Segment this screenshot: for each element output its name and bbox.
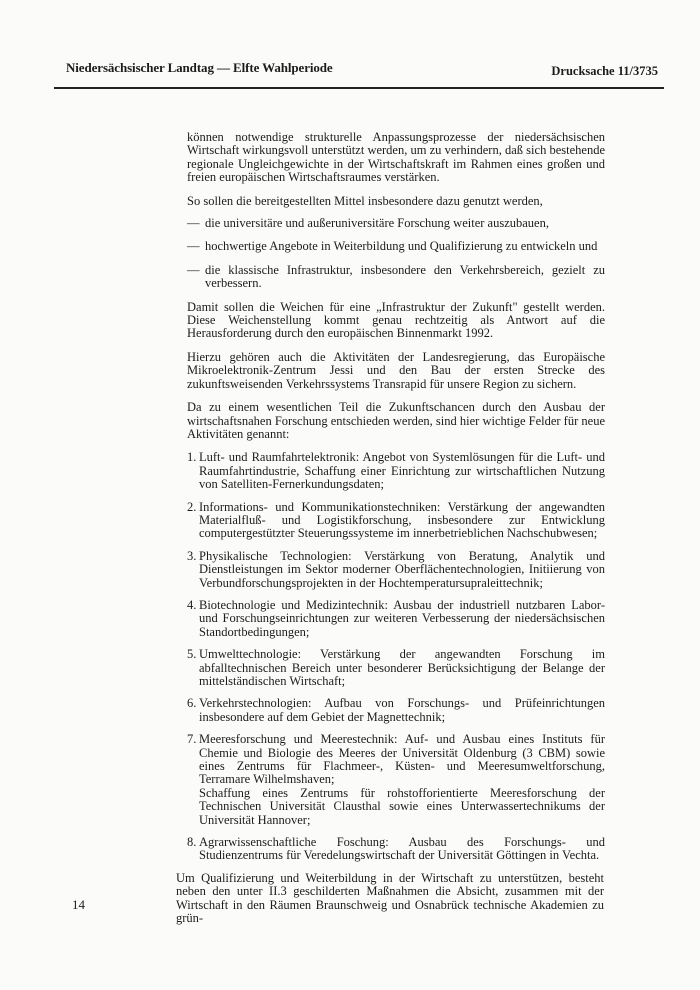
list-number: 3. bbox=[187, 548, 197, 563]
list-item-text: Biotechnologie und Medizintechnik: Ausbau der industriell nutzbaren Labor- und Forschungseinrichtungen zur weiteren Verbesserung der niedersächsischen Standortbedingungen; bbox=[199, 597, 605, 639]
list-item-text: Umwelttechnologie: Verstärkung der angewandten Forschung im abfalltechnischen Bereich unter besonderer Berücksichtigung der Belange der mittelständischen Wirtschaft; bbox=[199, 647, 605, 688]
document-number: Drucksache 11/3735 bbox=[551, 64, 658, 78]
list-number: 7. bbox=[187, 732, 197, 747]
dash-item-text: hochwertige Angebote in Weiterbildung und Qualifizierung zu entwickeln und bbox=[205, 239, 598, 254]
paragraph-1: können notwendige strukturelle Anpassungsprozesse der niedersächsischen Wirtschaft wirkungsvoll unterstützt werden, um zu verhindern, daß sich bestehende regionale Ungleichgewichte in der Wirtschaftskraft im Rahmen eines großen und freien europäischen Wirtschaftsraumes verstärken. bbox=[187, 130, 605, 185]
list-item bbox=[187, 648, 605, 688]
list-number: 8. bbox=[187, 835, 197, 850]
paragraph-2: So sollen die bereitgestellten Mittel insbesondere dazu genutzt werden, bbox=[187, 193, 543, 208]
list-item-text: Agrarwissenschaftliche Foschung: Ausbau des Forschungs- und Studienzentrums für Veredelungswirtschaft der Universität Göttingen in Vechta. bbox=[199, 835, 605, 863]
list-number: 2. bbox=[187, 499, 197, 514]
dash-bullet: — bbox=[187, 216, 200, 231]
list-item-text: Verkehrstechnologien: Aufbau von Forschungs- und Prüfeinrichtungen insbesondere auf dem Gebiet der Magnettechnik; bbox=[199, 696, 605, 724]
header-rule bbox=[54, 87, 664, 89]
list-item-text: Informations- und Kommunikationstechniken: Verstärkung der angewandten Materialfluß- und Logistikforschung, insbesondere zur Entwicklung computergestützter Steuerungssysteme im innerbetrieblichen Nachschubwesen; bbox=[199, 499, 605, 541]
paragraph-5: Da zu einem wesentlichen Teil die Zukunftschancen durch den Ausbau der wirtschaftsnahen Forschung entschieden werden, sind hier wichtige Felder für neue Aktivitäten genannt: bbox=[187, 400, 605, 441]
dash-bullet: — bbox=[187, 239, 200, 254]
list-item bbox=[187, 733, 605, 827]
list-item bbox=[187, 550, 605, 590]
list-item bbox=[187, 451, 605, 491]
list-number: 4. bbox=[187, 597, 197, 612]
list-item-text bbox=[199, 733, 605, 827]
list-item-text-part: Meeresforschung und Meerestechnik: Auf- und Ausbau eines Instituts für Chemie und Biologie des Meeres der Universität Oldenburg (3 CBM) sowie eines Zentrums für Flachmeer-, Küsten- und Meeresumweltforschung, Terramare Wilhelmshaven; bbox=[199, 732, 605, 787]
page-header bbox=[66, 60, 658, 82]
list-item bbox=[187, 501, 605, 541]
list-item bbox=[187, 697, 605, 724]
page-number: 14 bbox=[72, 897, 85, 912]
dash-bullet: — bbox=[187, 262, 200, 277]
header-title: Niedersächsischer Landtag — Elfte Wahlperiode bbox=[66, 60, 333, 75]
dash-item-text: die universitäre und außeruniversitäre Forschung weiter auszubauen, bbox=[205, 216, 549, 231]
list-number: 5. bbox=[187, 647, 197, 662]
paragraph-6: Um Qualifizierung und Weiterbildung in der Wirtschaft zu unterstützen, besteht neben den unter II.3 geschilderten Maßnahmen die Absicht, zusammen mit der Wirtschaft in den Räumen Braunschweig und Osnabrück technische Akademien zu grün- bbox=[176, 870, 604, 926]
list-item-text: Luft- und Raumfahrtelektronik: Angebot von Systemlösungen für die Luft- und Raumfahrtindustrie, Schaffung einer Einrichtung zur wirtschaftlichen Nutzung von Satelliten-Fernerkundungsdaten; bbox=[199, 450, 605, 492]
body-text bbox=[176, 130, 605, 936]
paragraph-4: Hierzu gehören auch die Aktivitäten der Landesregierung, das Europäische Mikroelektronik-Zentrum Jessi und den Bau der ersten Strecke des zukunftsweisenden Verkehrssystems Transrapid für unsere Region zu sichern. bbox=[187, 349, 605, 391]
list-item bbox=[187, 836, 605, 863]
dash-list-item bbox=[187, 217, 605, 230]
list-item-text: Physikalische Technologien: Verstärkung von Beratung, Analytik und Dienstleistungen im Sektor moderner Oberflächentechnologien, Initiierung von Verbundforschungsprojekten in der Hochtemperatursupraleittechnik; bbox=[199, 548, 605, 590]
dash-list-item bbox=[187, 264, 605, 291]
dash-list bbox=[187, 217, 605, 291]
list-number: 6. bbox=[187, 696, 197, 711]
paragraph-3: Damit sollen die Weichen für eine „Infrastruktur der Zukunft" gestellt werden. Diese Weichenstellung kommt genau rechtzeitig als Antwort auf die Herausforderung durch den europäischen Binnenmarkt 1992. bbox=[187, 299, 605, 341]
list-number: 1. bbox=[187, 450, 197, 465]
dash-item-text: die klassische Infrastruktur, insbesondere den Verkehrsbereich, gezielt zu verbessern. bbox=[205, 262, 605, 291]
dash-list-item bbox=[187, 240, 605, 253]
list-item bbox=[187, 599, 605, 639]
numbered-list bbox=[187, 451, 605, 863]
list-item-text-continuation: Schaffung eines Zentrums für rohstofforientierte Meeresforschung der Technischen Universität Clausthal sowie eines Unterwassertechnikums der Universität Hannover; bbox=[199, 785, 605, 827]
